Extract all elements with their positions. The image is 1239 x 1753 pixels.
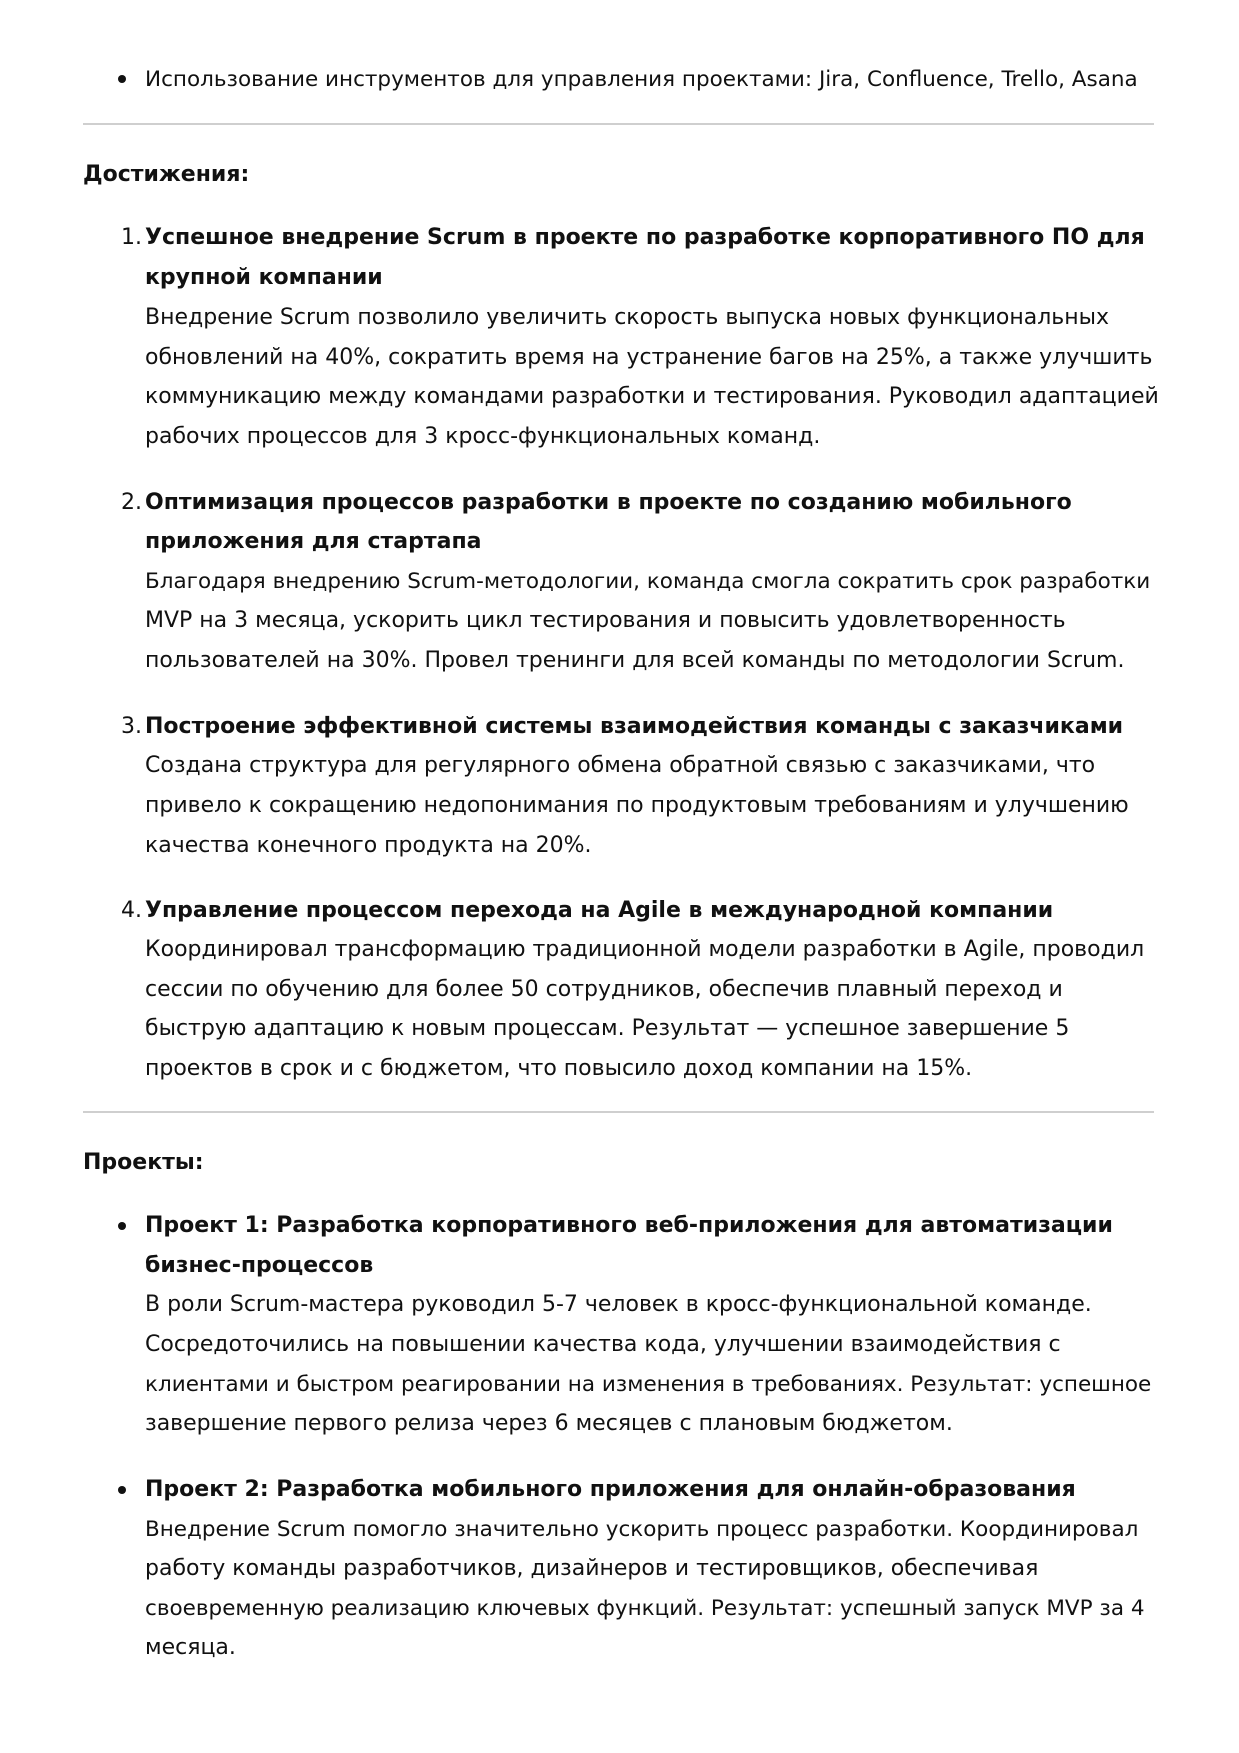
- achievement-body-line: привело к сокращению недопонимания по продуктовым требованиям и улучшению: [145, 793, 1129, 818]
- project-body-line: В роли Scrum-мастера руководил 5-7 человек в кросс-функциональной команде.: [145, 1292, 1092, 1317]
- achievement-body-line: рабочих процессов для 3 кросс-функциональных команд.: [145, 424, 821, 449]
- achievement-body-line: проектов в срок и с бюджетом, что повысило доход компании на 15%.: [145, 1056, 973, 1081]
- project-body-line: клиентами и быстром реагировании на изменения в требованиях. Результат: успешное: [145, 1372, 1152, 1397]
- project-title-line: бизнес-процессов: [145, 1253, 374, 1278]
- achievement-body-line: сессии по обучению для более 50 сотрудников, обеспечив плавный переход и: [145, 977, 1063, 1002]
- divider: [83, 123, 1154, 125]
- project-body-line: своевременную реализацию ключевых функций. Результат: успешный запуск MVP за 4: [145, 1596, 1145, 1621]
- achievement-number: 1.: [121, 225, 142, 250]
- achievement-body-line: Благодаря внедрению Scrum-методологии, команда смогла сократить срок разработки: [145, 569, 1151, 594]
- projects-heading: Проекты:: [83, 1150, 204, 1175]
- achievement-title-line: Оптимизация процессов разработки в проекте по созданию мобильного: [145, 490, 1072, 515]
- achievement-body-line: качества конечного продукта на 20%.: [145, 833, 592, 858]
- achievement-body-line: обновлений на 40%, сократить время на устранение багов на 25%, а также улучшить: [145, 345, 1153, 370]
- bullet-icon: [118, 75, 126, 83]
- achievement-body-line: пользователей на 30%. Провел тренинги для всей команды по методологии Scrum.: [145, 648, 1125, 673]
- achievement-body-line: коммуникацию между командами разработки и тестирования. Руководил адаптацией: [145, 384, 1159, 409]
- bullet-icon: [118, 1486, 126, 1494]
- project-body-line: Сосредоточились на повышении качества кода, улучшении взаимодействия с: [145, 1332, 1061, 1357]
- project-title-line: Проект 2: Разработка мобильного приложения для онлайн-образования: [145, 1477, 1076, 1502]
- achievement-body-line: Создана структура для регулярного обмена обратной связью с заказчиками, что: [145, 753, 1096, 778]
- bullet-icon: [118, 1222, 126, 1230]
- project-body-line: месяца.: [145, 1635, 236, 1660]
- achievement-title-line: приложения для стартапа: [145, 529, 482, 554]
- achievement-title-line: Успешное внедрение Scrum в проекте по разработке корпоративного ПО для: [145, 225, 1145, 250]
- achievement-title-line: Построение эффективной системы взаимодействия команды с заказчиками: [145, 714, 1124, 739]
- achievement-number: 4.: [121, 898, 142, 923]
- achievements-heading: Достижения:: [83, 162, 250, 187]
- achievement-body-line: Внедрение Scrum позволило увеличить скорость выпуска новых функциональных: [145, 305, 1110, 330]
- project-body-line: завершение первого релиза через 6 месяцев с плановым бюджетом.: [145, 1411, 953, 1436]
- achievement-body-line: MVP на 3 месяца, ускорить цикл тестирования и повысить удовлетворенность: [145, 608, 1066, 633]
- project-body-line: Внедрение Scrum помогло значительно ускорить процесс разработки. Координировал: [145, 1517, 1139, 1542]
- achievement-number: 3.: [121, 714, 142, 739]
- divider: [83, 1111, 1154, 1113]
- project-body-line: работу команды разработчиков, дизайнеров и тестировщиков, обеспечивая: [145, 1556, 1039, 1581]
- achievement-number: 2.: [121, 490, 142, 515]
- achievement-title-line: крупной компании: [145, 265, 383, 290]
- achievement-title-line: Управление процессом перехода на Agile в международной компании: [145, 898, 1054, 923]
- achievement-body-line: быструю адаптацию к новым процессам. Результат — успешное завершение 5: [145, 1016, 1070, 1041]
- project-title-line: Проект 1: Разработка корпоративного веб-приложения для автоматизации: [145, 1213, 1113, 1238]
- achievement-body-line: Координировал трансформацию традиционной модели разработки в Agile, проводил: [145, 937, 1145, 962]
- tools-list-item: Использование инструментов для управления проектами: Jira, Confluence, Trello, Asana: [145, 67, 1138, 92]
